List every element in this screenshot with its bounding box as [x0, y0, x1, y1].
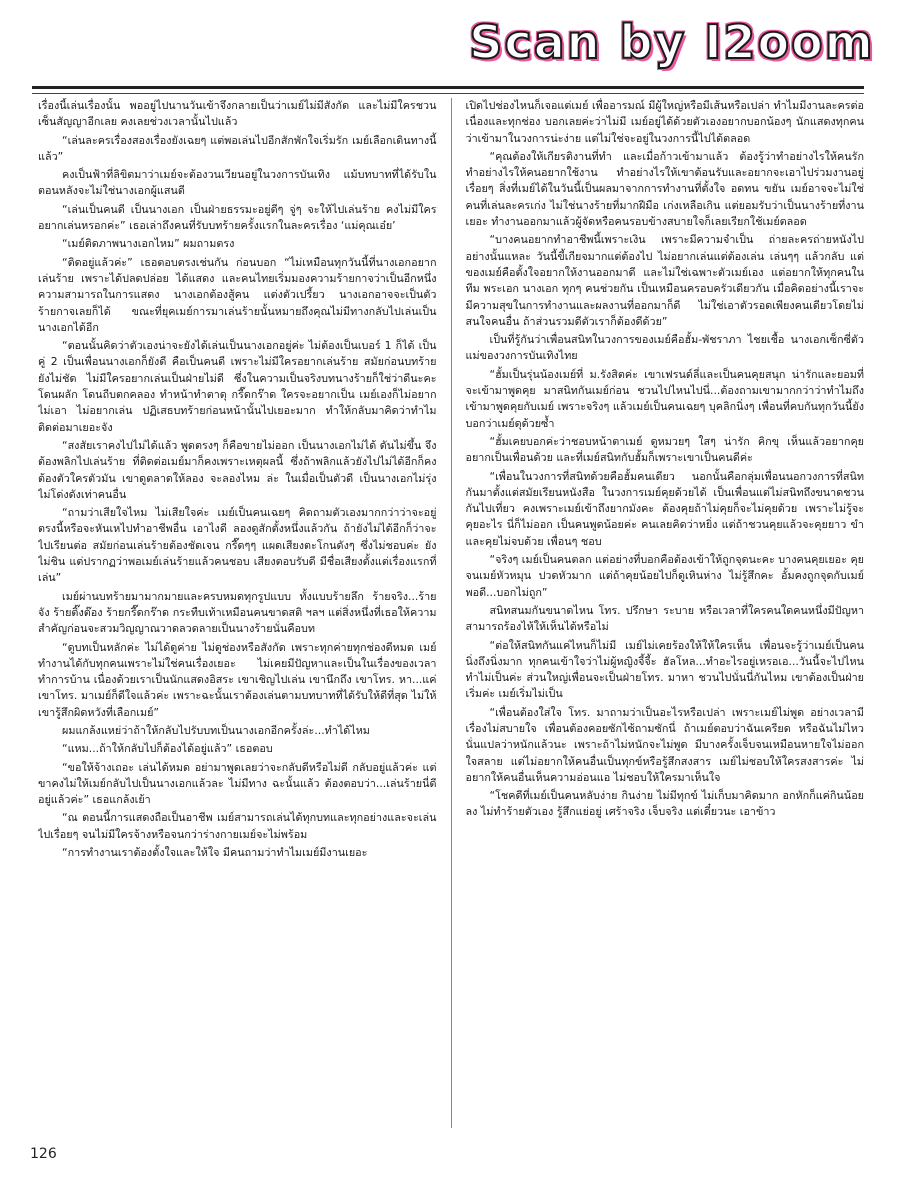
paragraph: “เล่นเป็นคนดี เป็นนางเอก เป็นฝ่ายธรรมะอยู่ดีๆ จู่ๆ จะให้ไปเล่นร้าย คงไม่มีใครอยากเล่นหรอกค่ะ” เธอเล่าถึงคนที่รับบทร้ายครั้งแรกในละครเรื่อง ‘แม่คุณเอ๋ย’	[38, 202, 437, 233]
paragraph: “ฮั้มเป็นรุ่นน้องเมย์ที่ ม.รังสิตค่ะ เขาเฟรนด์ลี่และเป็นคนคุยสนุก น่ารักและยอมที่จะเข้ามาพูดคุย มาสนิทกันเมย์ก่อน ชวนไปไหนไปนี่...ต้องถามเขามากกว่าว่าทำไมถึงเข้ามาพูดคุยกับเมย์ เพราะจริงๆ แล้วเมย์เป็นคนเฉยๆ บุคลิกนิ่งๆ เพื่อนที่คบกันทุกวันนี้ยังบอกว่าเมย์ดุด้วยซ้ำ	[465, 367, 864, 430]
scan-watermark-badge	[462, 8, 882, 76]
paragraph: คงเป็นฟ้าที่ลิขิตมาว่าเมย์จะต้องวนเวียนอยู่ในวงการบันเทิง แม้บทบาทที่ได้รับในตอนหลังจะไม่ใช่นางเอกผู้แสนดี	[38, 168, 437, 198]
paragraph: ผมแกล้งแหย่ว่าถ้าให้กลับไปรับบทเป็นนางเอกอีกครั้งล่ะ...ทำได้ไหม	[62, 723, 370, 737]
paragraph: สนิทสนมกันขนาดไหน โทร. ปรึกษา ระบาย หรือเวลาที่ใครคนใดคนหนึ่งมีปัญหาสามารถร้องไห้ให้เห็นได้หรือไม่	[465, 603, 864, 634]
paragraph: “ดูบทเป็นหลักค่ะ ไม่ได้ดูค่าย ไม่ดูช่องหรือสังกัด เพราะทุกค่ายทุกช่องดีหมด เมย์ทำงานได้กับทุกคนเพราะไม่ใช่คนเรื่องเยอะ ไม่เคยมีปัญหาและเป็นในเรื่องของเวลา ทำการบ้าน เนื่องด้วยเราเป็นนักแสดงอิสระ เขาเชิญไปเล่น เขานึกถึง เขาโทร. หา...แค่เขาโทร. มาเมย์ก็ดีใจแล้วค่ะ เพราะฉะนั้นเราต้องเล่นตามบทบาทที่ได้รับให้ดีที่สุด ไม่ให้เขารู้สึกผิดหวังที่เลือกเมย์”	[38, 640, 437, 719]
paragraph: “ต่อให้สนิทกันแค่ไหนก็ไม่มี เมย์ไม่เคยร้องให้ให้ใครเห็น เพื่อนจะรู้ว่าเมย์เป็นคนนิ่งถึงนิ่งมาก ทุกคนเข้าใจว่าไม่ผู้หญิงจี้จี้ะ ฮัลโหล...ทำอะไรอยู่เหรอเอ...วันนี้จะไปไหน ทำไม่เป็นค่ะ ส่วนใหญ่เพื่อนจะเป็นฝ่ายโทร. มาหา ชวนไปนั่นนี่กันไหม เขาต้องเป็นฝ่ายเริ่มค่ะ เมย์เริ่มไม่เป็น	[465, 638, 864, 701]
paragraph: “การทำงานเราต้องตั้งใจและให้ใจ มีคนถามว่าทำไมเมย์มีงานเยอะ	[62, 846, 368, 860]
paragraph: “ฮั้มเคยบอกค่ะว่าชอบหน้าตาเมย์ ดูหมวยๆ ใสๆ น่ารัก คิกขุ เห็นแล้วอยากคุยอยากเป็นเพื่อนด้วย และที่เมย์สนิทกับฮั้มก็เพราะเขาเป็นคนดีค่ะ	[465, 434, 864, 465]
paragraph: “ถามว่าเสียใจไหม ไม่เสียใจค่ะ เมย์เป็นคนเฉยๆ คิดถามตัวเองมากกว่าว่าจะอยู่ตรงนี้หรือจะหันเหไปทำอาชีพอื่น เอาไงดี ลองดูสักตั้งหนึ่งแล้วกัน ถ้ายังไม่ได้อีกก็ว่าจะไปเรียนต่อ สมัยก่อนเล่นร้ายต้องชัดเจน กรี๊ดๆๆ แผดเสียงตะโกนดังๆ ซึ่งไม่ชอบค่ะ ยังไม่ชิน แต่ปรากฏว่าพอเมย์เล่นร้ายแล้วคนชอบ เสียงตอบรับดี มีชื่อเสียงตั้งแต่เรื่องแรกที่เล่น”	[38, 506, 437, 585]
left-column	[38, 98, 437, 1128]
paragraph: เปิดไปช่องไหนก็เจอแต่เมย์ เพื่ออารมณ์ มีผู้ใหญ่หรือมีเส้นหรือเปล่า ทำไมมีงานละครต่อเนื่องและทุกช่อง บอกเลยค่ะว่าไม่มี เมย์อยู่ได้ด้วยตัวเองอยากบอกน้องๆ นักแสดงทุกคนว่าเข้ามาในวงการน่ะง่าย แต่ไม่ใช่จะอยู่ในวงการนี้ไปได้ตลอด	[465, 99, 864, 145]
article-body	[38, 98, 864, 1128]
paragraph: เมย์ผ่านบทร้ายมามากมายและครบหมดทุกรูปแบบ ทั้งแบบร้ายลึก ร้ายจริง...ร้ายจัง ร้ายติ๊งต๊อง ร้ายกรี๊ดกร๊าด กระทืบเท้าเหมือนคนขาดสติ ฯลฯ แต่สิ่งหนึ่งที่เธอให้ความสำคัญก่อนจะสวมวิญญาณวาดลวดลายเป็นนางร้ายนั่นคือบท	[38, 589, 437, 636]
paragraph: “ขอให้จ้างเถอะ เล่นได้หมด อย่ามาพูดเลยว่าจะกลับดีหรือไม่ดี กลับอยู่แล้วค่ะ แต่ขาคงไม่ให้เมย์กลับไปเป็นนางเอกแล้วละ ไม่มีทาง ฉะนั้นแล้ว ต้องตอบว่า...เล่นร้ายนี่ดีอยู่แล้วค่ะ” เธอแกล้งเย้า	[38, 760, 437, 807]
header-rule-thin	[32, 93, 864, 94]
paragraph: “แหม...ถ้าให้กลับไปก็ต้องได้อยู่แล้ว” เธอตอบ	[62, 742, 273, 756]
paragraph: “จริงๆ เมย์เป็นคนตลก แต่อย่างที่บอกคือต้องเข้าให้ถูกจุดนะคะ บางคนคุยเยอะ คุยจนเมย์หัวหมุน ปวดหัวมาก แต่ถ้าคุยน้อยไปก็ดูเหินห่าง ไม่รู้สึกคะ อั้มคงถูกจุดกับเมย์พอดี...บอกไม่ถูก”	[465, 553, 864, 599]
paragraph: “เพื่อนต้องใส่ใจ โทร. มาถามว่าเป็นอะไรหรือเปล่า เพราะเมย์ไม่พูด อย่างเวลามีเรื่องไม่สบายใจ เพื่อนต้องคอยซักไซ้ถามซักนี่ ถ้าเมย์ตอบว่าฉันเครียด หรือฉันไม่ไหว นั่นแปลว่าหนักแล้วนะ เพราะถ้าไม่หนักจะไม่พูด มีบางครั้งเจ็บจนเหมือนหายใจไม่ออก ใจสลาย แต่ไม่อยากให้คนอื่นเป็นทุกข์หรือรู้สึกสงสาร เมย์ไม่ชอบให้ใครสงสารค่ะ ไม่อยากให้คนอื่นเห็นความอ่อนแอ ไม่ชอบให้ใครมาเห็นใจ	[465, 705, 864, 784]
paragraph: เป็นที่รู้กันว่าเพื่อนสนิทในวงการของเมย์คือฮั้ม-พัชราภา ไชยเชื้อ นางเอกเซ็กซี่ตัวแม่ของวงการบันเทิงไทย	[465, 333, 864, 363]
paragraph: “เมย์ติดภาพนางเอกไหม” ผมถามตรง	[62, 237, 235, 251]
paragraph: “โชคดีที่เมย์เป็นคนหลับง่าย กินง่าย ไม่มีทุกข์ ไม่เก็บมาคิดมาก อกหักก็แค่กินน้อยลง ไม่ทำร้ายตัวเอง รู้สึกแย่อยู่ เศร้าจริง เจ็บจริง แต่เดี๋ยวนะ เอาข้าว	[465, 789, 864, 819]
paragraph: “ณ ตอนนี้การแสดงถือเป็นอาชีพ เมย์สามารถเล่นได้ทุกบทและทุกอย่างและจะเล่นไปเรื่อยๆ จนไม่มีใครจ้างหรือจนกว่าร่างกายเมย์จะไม่พร้อม	[38, 811, 437, 841]
paragraph: “ติดอยู่แล้วค่ะ” เธอตอบตรงเช่นกัน ก่อนบอก “ไม่เหมือนทุกวันนี้ที่นางเอกอยากเล่นร้าย เพราะได้ปลดปล่อย ได้แสดง และคนไทยเริ่มมองความร้ายกาจว่าเป็นอีกหนึ่งความสามารถในการแสดง นางเอกต้องสู้คน แต่งตัวเปรี้ยว นางเอกอาจจะเป็นตัวร้ายกาจเลยก็ได้ ขณะที่ยุคเมย์การมาเล่นร้ายนั้นหมายถึงคุณไม่มีทางกลับไปเล่นเป็นนางเอกได้อีก	[38, 255, 437, 334]
header-rule	[32, 86, 864, 89]
paragraph: เรื่องนี้เล่นเรื่องนั้น พออยู่ไปนานวันเข้าจึงกลายเป็นว่าเมย์ไม่มีสังกัด และไม่มีใครชวนเซ็นสัญญาอีกเลย คงเลยช่วงเวลานั้นไปแล้ว	[38, 99, 437, 129]
paragraph: “เล่นละครเรื่องสองเรื่องยังเฉยๆ แต่พอเล่นไปอีกสักพักใจเริ่มรัก เมย์เลือกเดินทางนี้แล้ว”	[38, 133, 437, 163]
paragraph: “คุณต้องให้เกียรติงานที่ทำ และเมื่อก้าวเข้ามาแล้ว ต้องรู้ว่าทำอย่างไรให้คนรัก ทำอย่างไรให้คนอยากใช้งาน ทำอย่างไรให้เขาต้อนรับและอยากจะเอาไปร่วมงานอยู่เรื่อยๆ สิ่งที่เมย์ได้ในวันนี้เป็นผลมาจากการทำงานที่ตั้งใจ อดทน ขยัน เมย์อาจจะไม่ใช่คนที่เล่นละครเก่ง ไม่ใช่นางร้ายที่มากฝีมือ เก่งเหลือเกิน แต่ยอมรับว่าเป็นนางร้ายที่งานเยอะ ทำงานออกมาแล้วผู้จัดหรือคนรอบข้างสบายใจก็เลยเรียกใช้เมย์ตลอด	[465, 149, 864, 229]
paragraph: “บางคนอยากทำอาชีพนี้เพราะเงิน เพราะมีความจำเป็น ถ่ายละครถ่ายหนังไปอย่างนั้นแหละ วันนี้ขี้เกียจมากแต่ต้องไป ไม่อยากเล่นแต่ต้องเล่น เล่นๆๆ แล้วกลับ แต่ของเมย์คือตั้งใจอยากให้งานออกมาดี และไม่ใช่เฉพาะตัวเมย์เอง แต่อยากให้ทุกคนในทีม พระเอก นางเอก ทุกๆ คนช่วยกัน เป็นเหมือนครอบครัวเดียวกัน เมื่อคิดอย่างนี้เราจะมีความสุขในการทำงานและผลงานที่ออกมาก็ดี ไม่ใช่เอาตัวรอดเพียงคนเดียวโดยไม่สนใจคนอื่น ถ้าส่วนรวมดีตัวเราก็ต้องดีด้วย”	[465, 233, 864, 328]
paragraph: “สงสัยเราคงไปไม่ได้แล้ว พูดตรงๆ ก็คือขายไม่ออก เป็นนางเอกไม่ได้ ดันไม่ขึ้น จึงต้องพลิกไปเล่นร้าย ที่ติดต่อเมย์มาก็คงเพราะเหตุผลนี้ ซึ่งถ้าพลิกแล้วยังไปไม่ได้อีกก็คงต้องตัวใครตัวมัน เขาดูตลาดให้ลอง จะลองไหม ล่ะ ในเมื่อเป็นตัวดี เป็นนางเอกไม่รุ่ง ไม่โด่งดังเท่าคนอื่น	[38, 438, 437, 501]
paragraph: “ตอนนั้นคิดว่าตัวเองน่าจะยังได้เล่นเป็นนางเอกอยู่ค่ะ ไม่ต้องเป็นเบอร์ 1 ก็ได้ เป็นคู่ 2 เป็นเพื่อนนางเอกก็ยังดี คือเป็นคนดี เพราะไม่มีใครอยากเล่นร้าย สมัยก่อนบทร้ายยังไม่ชัด ไม่มีใครอยากเล่นเป็นฝ่ายไม่ดี ซึ่งในความเป็นจริงบทนางร้ายก็ใช่ว่าดีนะคะ โดนผลัก โดนถีบตกคลอง ทำหน้าทำตาดุ กรี๊ดกร๊าด ใครจะอยากเป็น เมย์เองก็ไม่อยาก ไม่เอา ไม่อยากเล่น ปฏิเสธบทร้ายก่อนหน้านั้นไปเยอะมาก ทำให้กลับมาคิดว่าทำไมติดต่อมาเยอะจัง	[38, 339, 437, 434]
paragraph: “เพื่อนในวงการที่สนิทด้วยคือฮั้มคนเดียว นอกนั้นคือกลุ่มเพื่อนนอกวงการที่สนิทกันมาตั้งแต่สมัยเรียนหนังสือ ในวงการเมย์คุยด้วยได้ เป็นเพื่อนแต่ไม่สนิทถึงขนาดชวนกันไปเที่ยว คงเพราะเมย์เข้าถึงยากมังคะ ต้องคุยถ้าไม่คุยก็จะไม่คุยด้วย เพราะไม่รู้จะคุยอะไร นี่ก็ไม่ออก เป็นคนพูดน้อยค่ะ คนเลยคิดว่าหยิ่ง แต่ถ้าชวนคุยแล้วจะคุยยาว ขำ และคุยไม่จบด้วย เพื่อนๆ ชอบ	[465, 469, 864, 548]
page-number: 126	[30, 1146, 57, 1162]
right-column	[466, 98, 865, 1128]
column-divider	[451, 98, 452, 1128]
scan-watermark-text: Scan by I2oom	[469, 15, 875, 69]
